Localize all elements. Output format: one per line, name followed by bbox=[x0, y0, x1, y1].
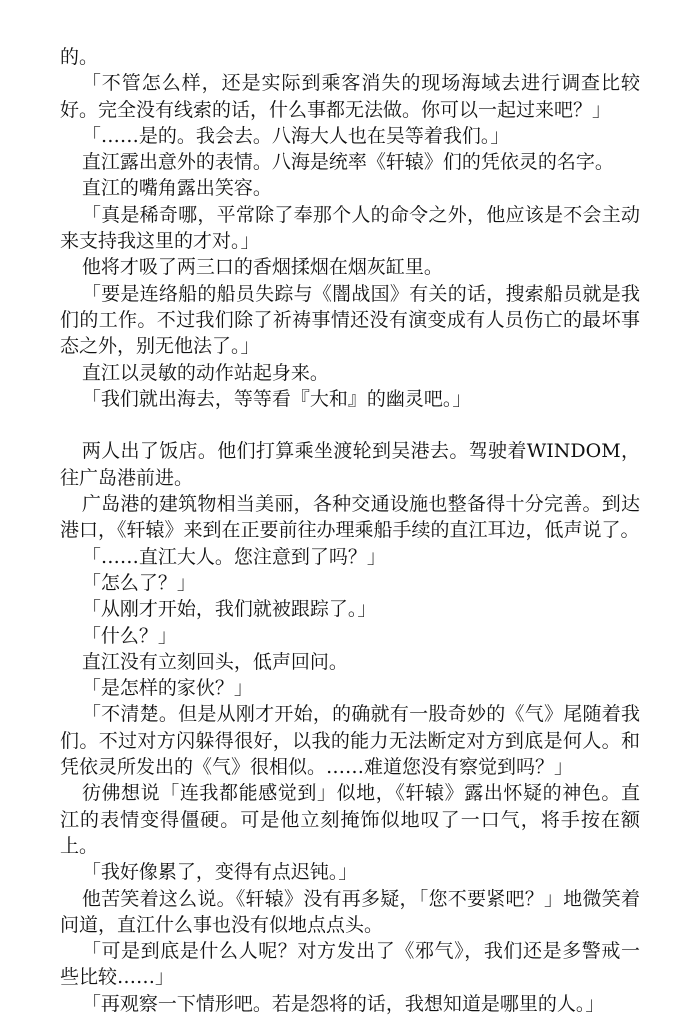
document-page bbox=[60, 44, 640, 1017]
paragraph: 「真是稀奇哪，平常除了奉那个人的命令之外，他应该是不会主动来支持我这里的才对。」 bbox=[60, 203, 640, 253]
paragraph: 的。 bbox=[60, 46, 99, 68]
paragraph: 「再观察一下情形吧。若是怨将的话，我想知道是哪里的人。」 bbox=[81, 992, 605, 1015]
paragraph: 「是怎样的家伙？」 bbox=[81, 677, 253, 700]
paragraph: 「我们就出海去，等等看『大和』的幽灵吧。」 bbox=[81, 387, 472, 410]
blank-line bbox=[60, 412, 640, 438]
paragraph: 「我好像累了，变得有点迟钝。」 bbox=[81, 861, 358, 884]
paragraph: 「不管怎么样，还是实际到乘客消失的现场海域去进行调查比较好。完全没有线索的话，什么事都无法做。你可以一起过来吧？」 bbox=[60, 72, 640, 121]
paragraph: 直江没有立刻回头，低声回问。 bbox=[81, 650, 348, 673]
paragraph: 彷佛想说「连我都能感觉到」似地，《轩辕》露出怀疑的神色。直江的表情变得僵硬。可是他立刻掩饰似地叹了一口气，将手按在额上。 bbox=[60, 782, 640, 857]
paragraph: 「……直江大人。您注意到了吗？」 bbox=[81, 545, 386, 568]
paragraph: 直江露出意外的表情。八海是统率《轩辕》们的凭依灵的名字。 bbox=[81, 151, 614, 174]
paragraph: 「可是到底是什么人呢？对方发出了《邪气》，我们还是多警戒一些比较……」 bbox=[60, 940, 640, 989]
paragraph: 「从刚才开始，我们就被跟踪了。」 bbox=[81, 598, 377, 621]
paragraph: 广岛港的建筑物相当美丽，各种交通设施也整备得十分完善。到达港口，《轩辕》来到在正要前往办理乘船手续的直江耳边，低声说了。 bbox=[60, 493, 640, 542]
paragraph: 「怎么了？」 bbox=[81, 571, 196, 594]
paragraph: 直江的嘴角露出笑容。 bbox=[81, 177, 272, 200]
paragraph: 直江以灵敏的动作站起身来。 bbox=[81, 361, 329, 384]
paragraph: 「……是的。我会去。八海大人也在吴等着我们。」 bbox=[81, 124, 510, 147]
paragraph: 「不清楚。但是从刚才开始，的确就有一股奇妙的《气》尾随着我们。不过对方闪躲得很好，以我的能力无法断定对方到底是何人。和凭依灵所发出的《气》很相似。……难道您没有察觉到吗？」 bbox=[60, 703, 640, 779]
paragraph: 「要是连络船的船员失踪与《闇战国》有关的话，搜索船员就是我们的工作。不过我们除了祈祷事情还没有演变成有人员伤亡的最坏事态之外，别无他法了。」 bbox=[60, 282, 640, 358]
paragraph: 他将才吸了两三口的香烟揉烟在烟灰缸里。 bbox=[81, 256, 443, 279]
paragraph: 他苦笑着这么说。《轩辕》没有再多疑，「您不要紧吧？」地微笑着问道，直江什么事也没有似地点点头。 bbox=[60, 887, 640, 936]
paragraph: 两人出了饭店。他们打算乘坐渡轮到吴港去。驾驶着WINDOM，往广岛港前进。 bbox=[60, 440, 640, 489]
paragraph: 「什么？」 bbox=[81, 624, 177, 647]
